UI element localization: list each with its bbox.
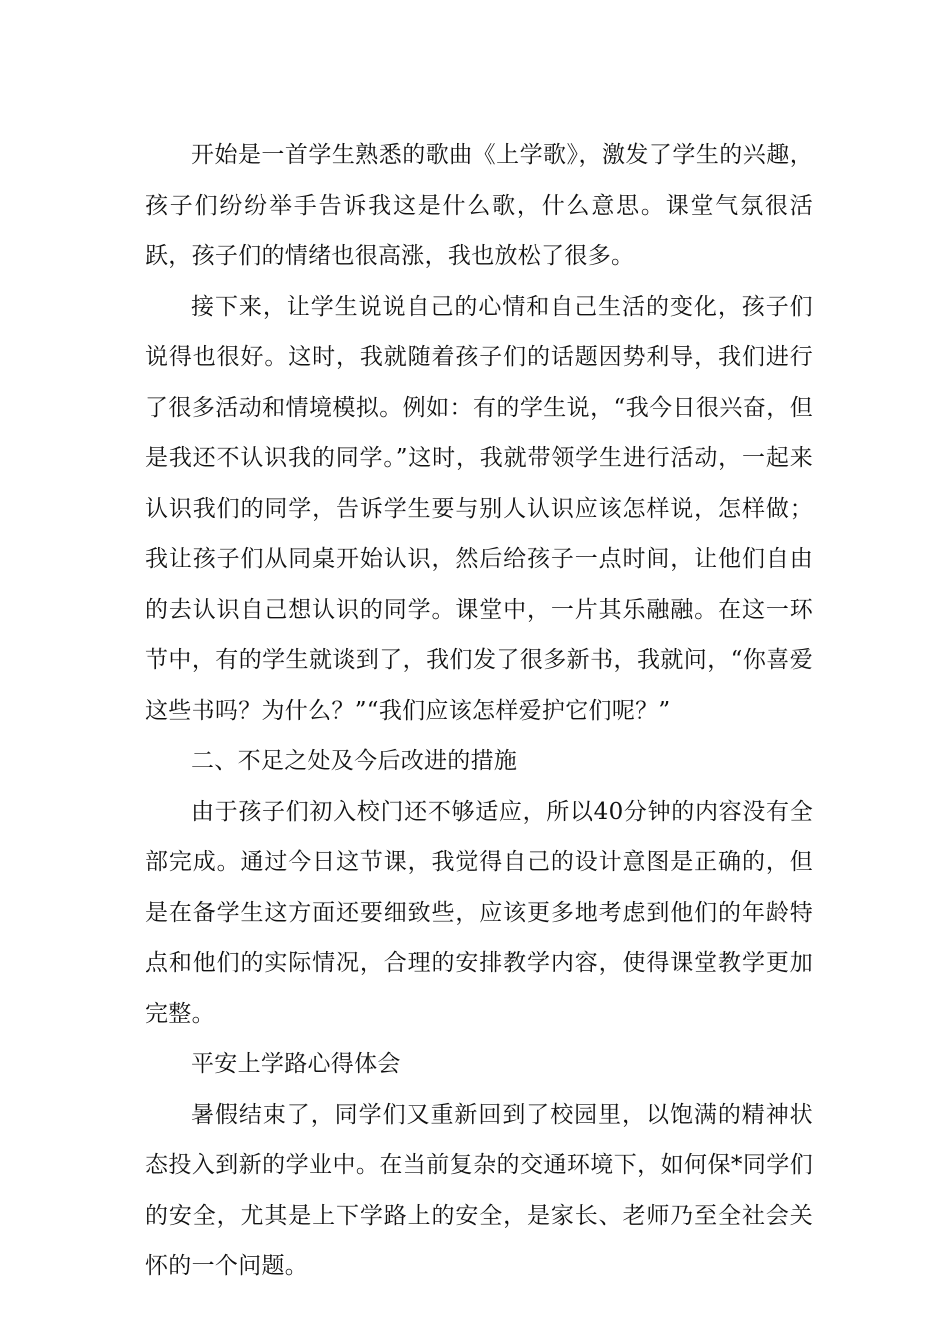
- paragraph-shortcomings: 由于孩子们初入校门还不够适应，所以40分钟的内容没有全部完成。通过今日这节课，我觉得自己的设计意图是正确的，但是在备学生这方面还要细致些，应该更多地考虑到他们的年龄特点和他们的实际情况，合理的安排教学内容，使得课堂教学更加完整。: [145, 798, 813, 1027]
- paragraph-song-intro: 开始是一首学生熟悉的歌曲《上学歌》，激发了学生的兴趣，孩子们纷纷举手告诉我这是什么歌，什么意思。课堂气氛很活跃，孩子们的情绪也很高涨，我也放松了很多。: [145, 142, 813, 269]
- paragraph-class-activities: 接下来，让学生说说自己的心情和自己生活的变化，孩子们说得也很好。这时，我就随着孩子们的话题因势利导，我们进行了很多活动和情境模拟。例如：有的学生说，“我今日很兴奋，但是我还不认识我的同学。”这时，我就带领学生进行活动，一起来认识我们的同学，告诉学生要与别人认识应该怎样说，怎样做；我让孩子们从同桌开始认识，然后给孩子一点时间，让他们自由的去认识自己想认识的同学。课堂中，一片其乐融融。在这一环节中，有的学生就谈到了，我们发了很多新书，我就问，“你喜爱这些书吗？为什么？”“我们应该怎样爱护它们呢？”: [145, 293, 813, 724]
- section-heading-improvements: 二、不足之处及今后改进的措施: [191, 748, 518, 774]
- section-heading-safe-route: 平安上学路心得体会: [191, 1051, 401, 1077]
- paragraph-school-safety: 暑假结束了，同学们又重新回到了校园里，以饱满的精神状态投入到新的学业中。在当前复杂的交通环境下，如何保*同学们的安全，尤其是上下学路上的安全，是家长、老师乃至全社会关怀的一个问题。: [145, 1101, 813, 1279]
- document-body: [145, 130, 813, 1292]
